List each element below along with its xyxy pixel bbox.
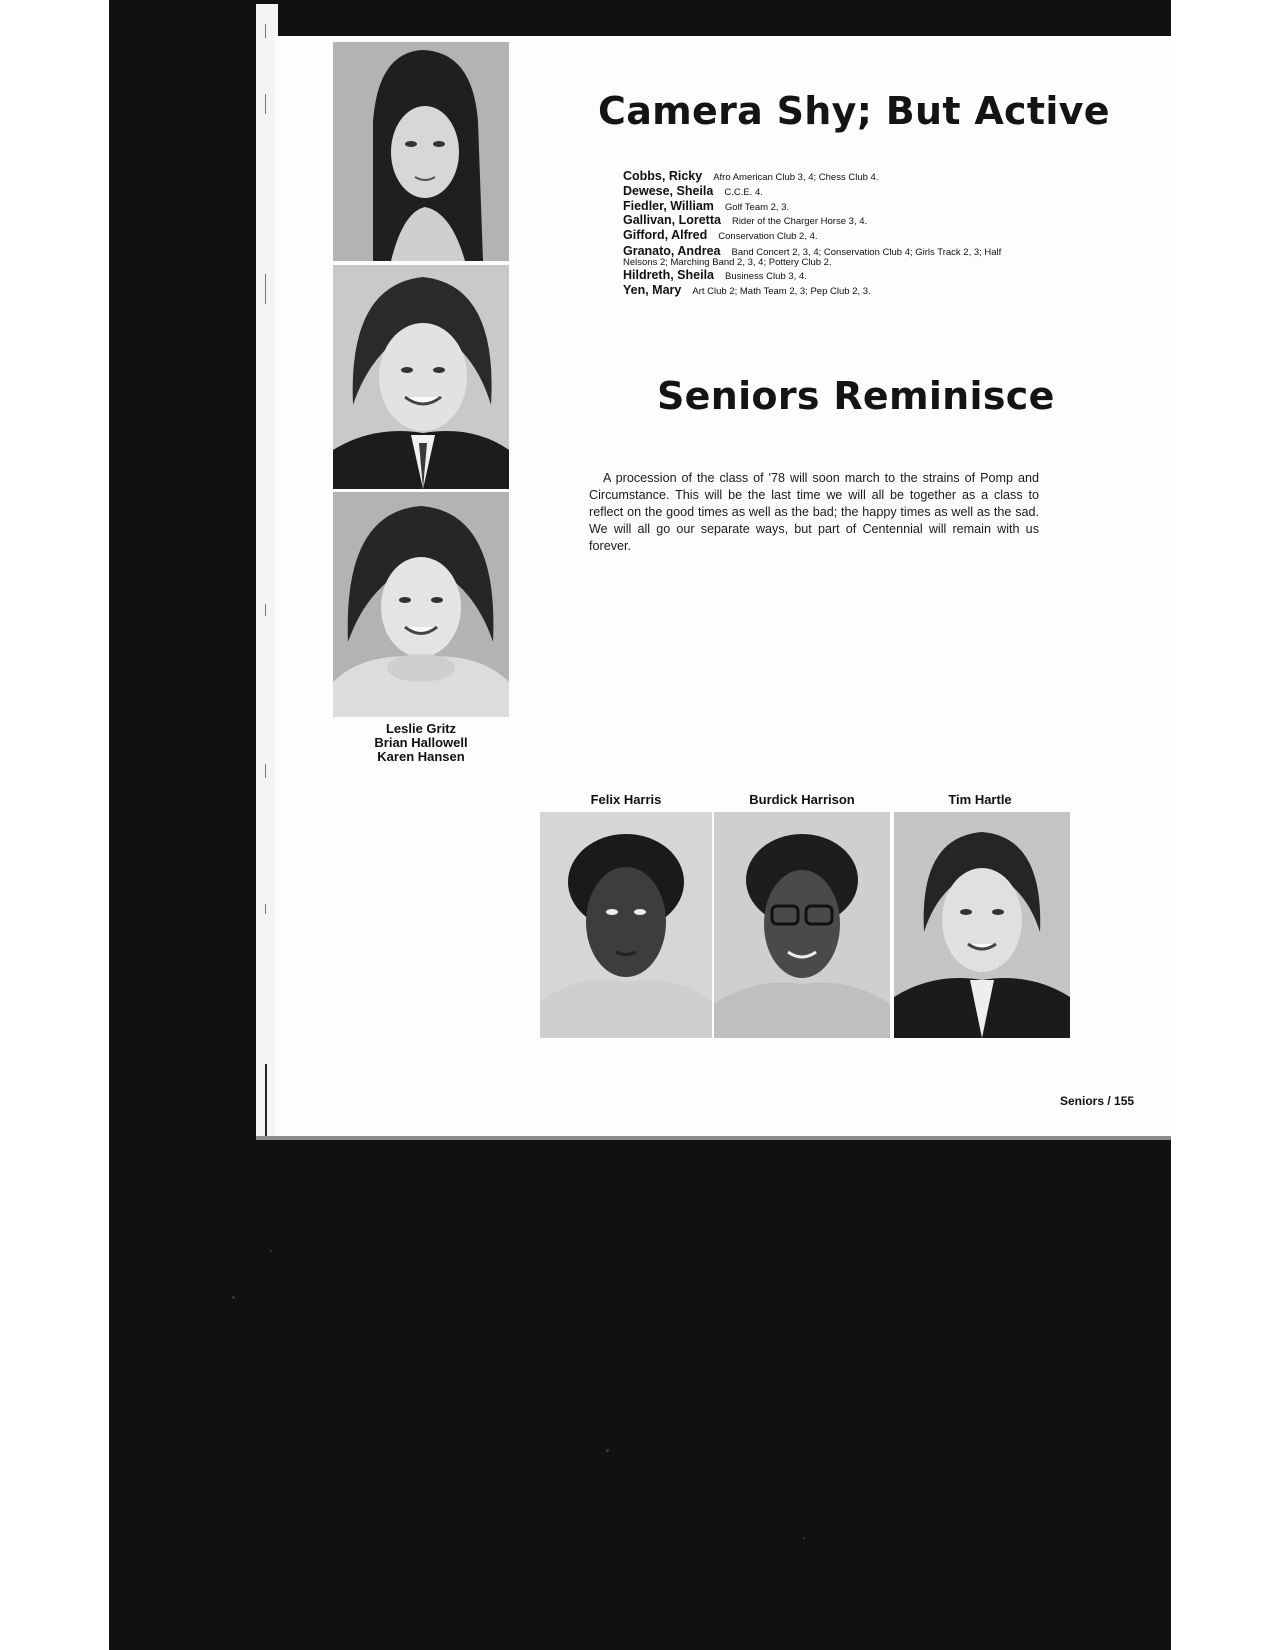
roster-activities: Band Concert 2, 3, 4; Conservation Club 4; Girls Track 2, 3; Half Nelsons 2; Marching Band 2, 3, 4; Pottery Club 2. xyxy=(623,246,1002,268)
roster-entry xyxy=(623,200,1003,215)
roster-name: Gifford, Alfred xyxy=(623,228,708,243)
roster-entry xyxy=(623,269,1003,284)
roster-activities: Conservation Club 2, 4. xyxy=(718,231,818,243)
roster-name: Gallivan, Loretta xyxy=(623,213,721,228)
roster-name: Dewese, Sheila xyxy=(623,183,714,198)
section-title-camera-shy: Camera Shy; But Active xyxy=(598,89,1110,134)
roster-activities: C.C.E. 4. xyxy=(724,186,763,198)
roster-name: Yen, Mary xyxy=(623,282,682,297)
portrait-caption: Brian Hallowell xyxy=(374,735,468,750)
portrait-caption: Felix Harris xyxy=(590,792,662,807)
left-portrait-captions xyxy=(333,722,509,764)
activity-roster xyxy=(623,170,1003,299)
portrait-photo xyxy=(540,812,712,1038)
portrait-photo xyxy=(333,265,509,489)
roster-activities: Business Club 3, 4. xyxy=(725,270,807,282)
roster-entry xyxy=(623,170,1003,185)
portrait-photo xyxy=(714,812,890,1038)
portrait-caption: Tim Hartle xyxy=(948,792,1012,807)
roster-entry xyxy=(623,284,1003,299)
page-folio: Seniors / 155 xyxy=(1060,1094,1135,1108)
portrait-photo xyxy=(333,492,509,717)
portrait-photo xyxy=(894,812,1070,1038)
portrait-caption: Burdick Harrison xyxy=(749,792,855,807)
roster-activities: Afro American Club 3, 4; Chess Club 4. xyxy=(713,172,879,183)
portrait-caption: Karen Hansen xyxy=(377,749,465,764)
roster-entry xyxy=(623,244,1003,269)
roster-entry xyxy=(623,229,1003,244)
reminisce-paragraph: A procession of the class of '78 will soon march to the strains of Pomp and Circumstance. This will be the last time we will all be together as a class to reflect on the good times as well as the bad; the happy times as well as the sad. We will all go our separate ways, but part of Centennial will remain with us forever. xyxy=(589,470,1039,553)
portrait-photo xyxy=(333,42,509,261)
roster-name: Granato, Andrea xyxy=(623,243,721,258)
roster-entry xyxy=(623,214,1003,229)
portrait-caption: Leslie Gritz xyxy=(385,721,457,736)
page-edge xyxy=(256,1136,1171,1140)
roster-name: Hildreth, Sheila xyxy=(623,267,714,282)
roster-entry xyxy=(623,185,1003,200)
roster-activities: Rider of the Charger Horse 3, 4. xyxy=(731,216,868,228)
roster-name: Cobbs, Ricky xyxy=(623,169,703,183)
roster-activities: Art Club 2; Math Team 2, 3; Pep Club 2, 3. xyxy=(692,285,871,297)
roster-activities: Golf Team 2, 3. xyxy=(724,201,790,213)
section-title-seniors-reminisce: Seniors Reminisce xyxy=(657,374,1055,419)
roster-name: Fiedler, William xyxy=(623,198,714,213)
